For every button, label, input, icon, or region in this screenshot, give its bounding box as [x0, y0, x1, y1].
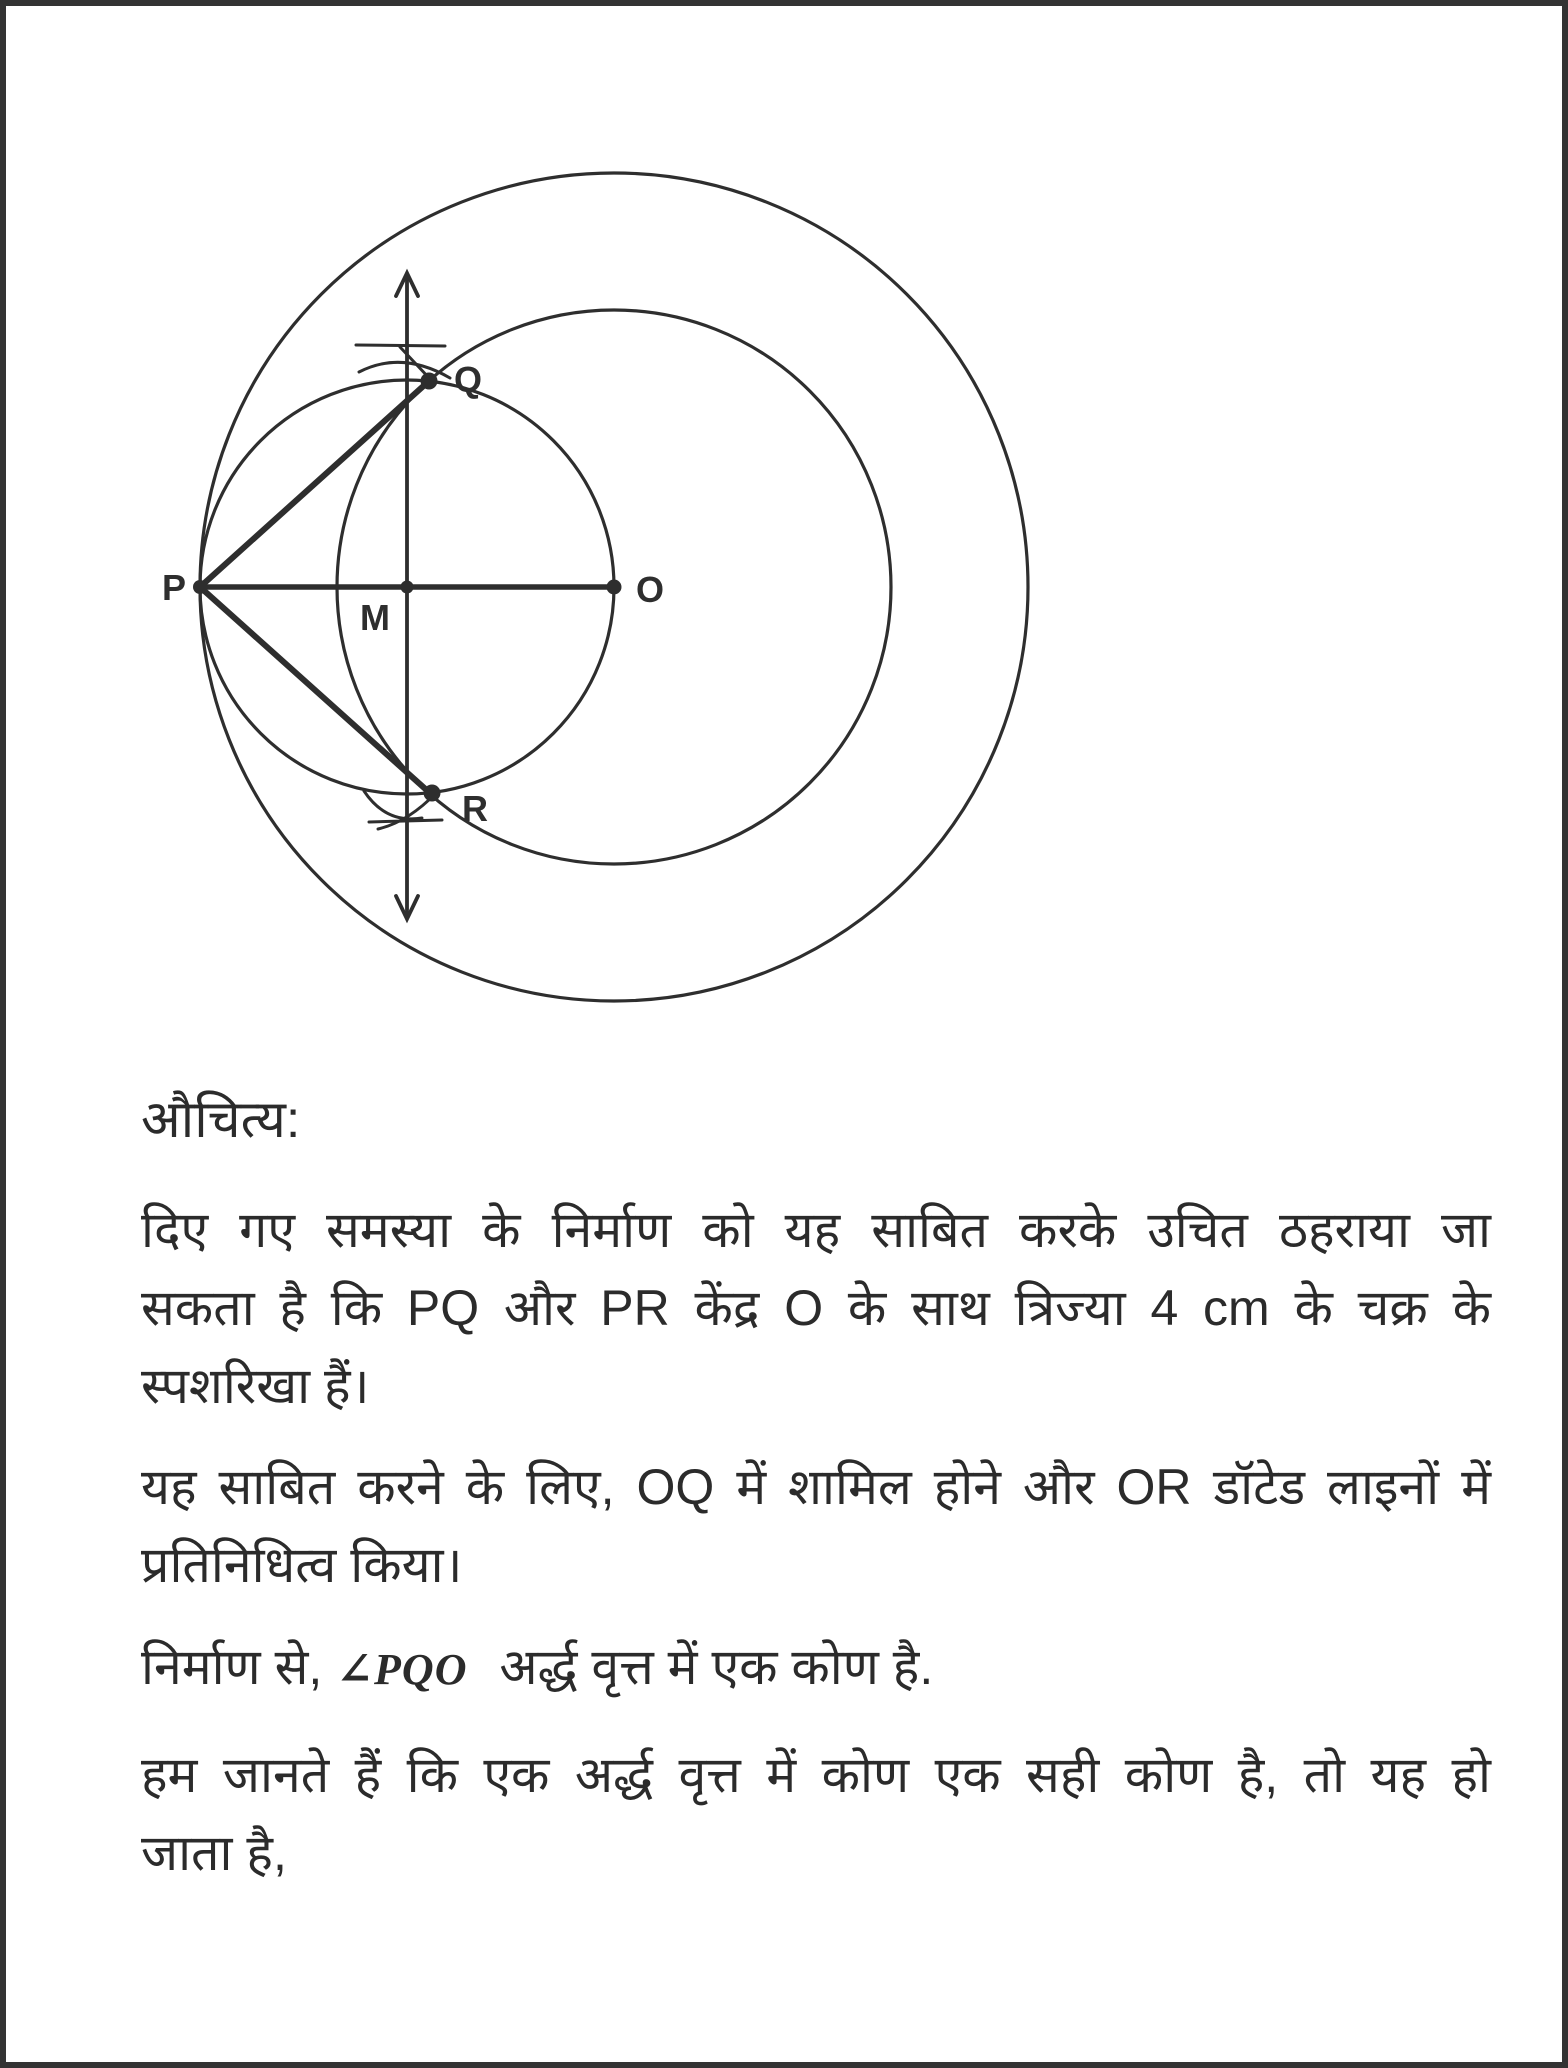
point-m-dot	[401, 581, 414, 594]
compass-tick-bottom	[369, 820, 442, 822]
paragraph-line: यह साबित करने के लिए, OQ में शामिल होने और OR डॉटेड लाइनों में	[141, 1459, 1491, 1515]
paragraph-right-angle	[141, 1736, 1491, 1892]
paragraph-line: स्पशरिखा हैं।	[141, 1358, 370, 1414]
paragraph-line	[141, 1628, 1491, 1709]
point-r-dot	[424, 785, 441, 802]
paragraph-line: प्रतिनिधित्व किया।	[141, 1537, 463, 1593]
angle-pqo-expression: ∠PQO	[336, 1645, 468, 1694]
paragraph-line: जाता है,	[141, 1825, 287, 1881]
section-heading: औचित्य:	[141, 1091, 301, 1149]
paragraph-line: दिए गए समस्या के निर्माण को यह साबित करके उचित ठहराया जा	[141, 1202, 1491, 1258]
paragraph-dotted-lines	[141, 1448, 1491, 1604]
point-q-label: Q	[454, 359, 483, 400]
point-o-label: O	[636, 569, 665, 610]
point-q-dot	[421, 373, 438, 390]
tangent-pq	[200, 381, 429, 587]
point-m-label: M	[360, 597, 390, 638]
point-p-dot	[193, 580, 207, 594]
paragraph-justification	[141, 1191, 1491, 1425]
construction-diagram-svg	[146, 156, 1046, 1026]
statement-prefix: निर्माण से,	[141, 1639, 337, 1695]
statement-suffix: अर्द्ध वृत्त में एक कोण है.	[485, 1639, 934, 1695]
paragraph-angle-statement	[141, 1628, 1491, 1709]
point-r-label: R	[462, 788, 488, 829]
construction-diagram	[146, 156, 1046, 1026]
tangent-pr	[200, 587, 431, 794]
point-p-label: P	[162, 567, 187, 608]
paragraph-line: सकता है कि PQ और PR केंद्र O के साथ त्रिज्या 4 cm के चक्र के	[141, 1280, 1491, 1336]
paragraph-line: हम जानते हैं कि एक अर्द्ध वृत्त में कोण एक सही कोण है, तो यह हो	[141, 1747, 1491, 1803]
point-o-dot	[607, 580, 622, 595]
